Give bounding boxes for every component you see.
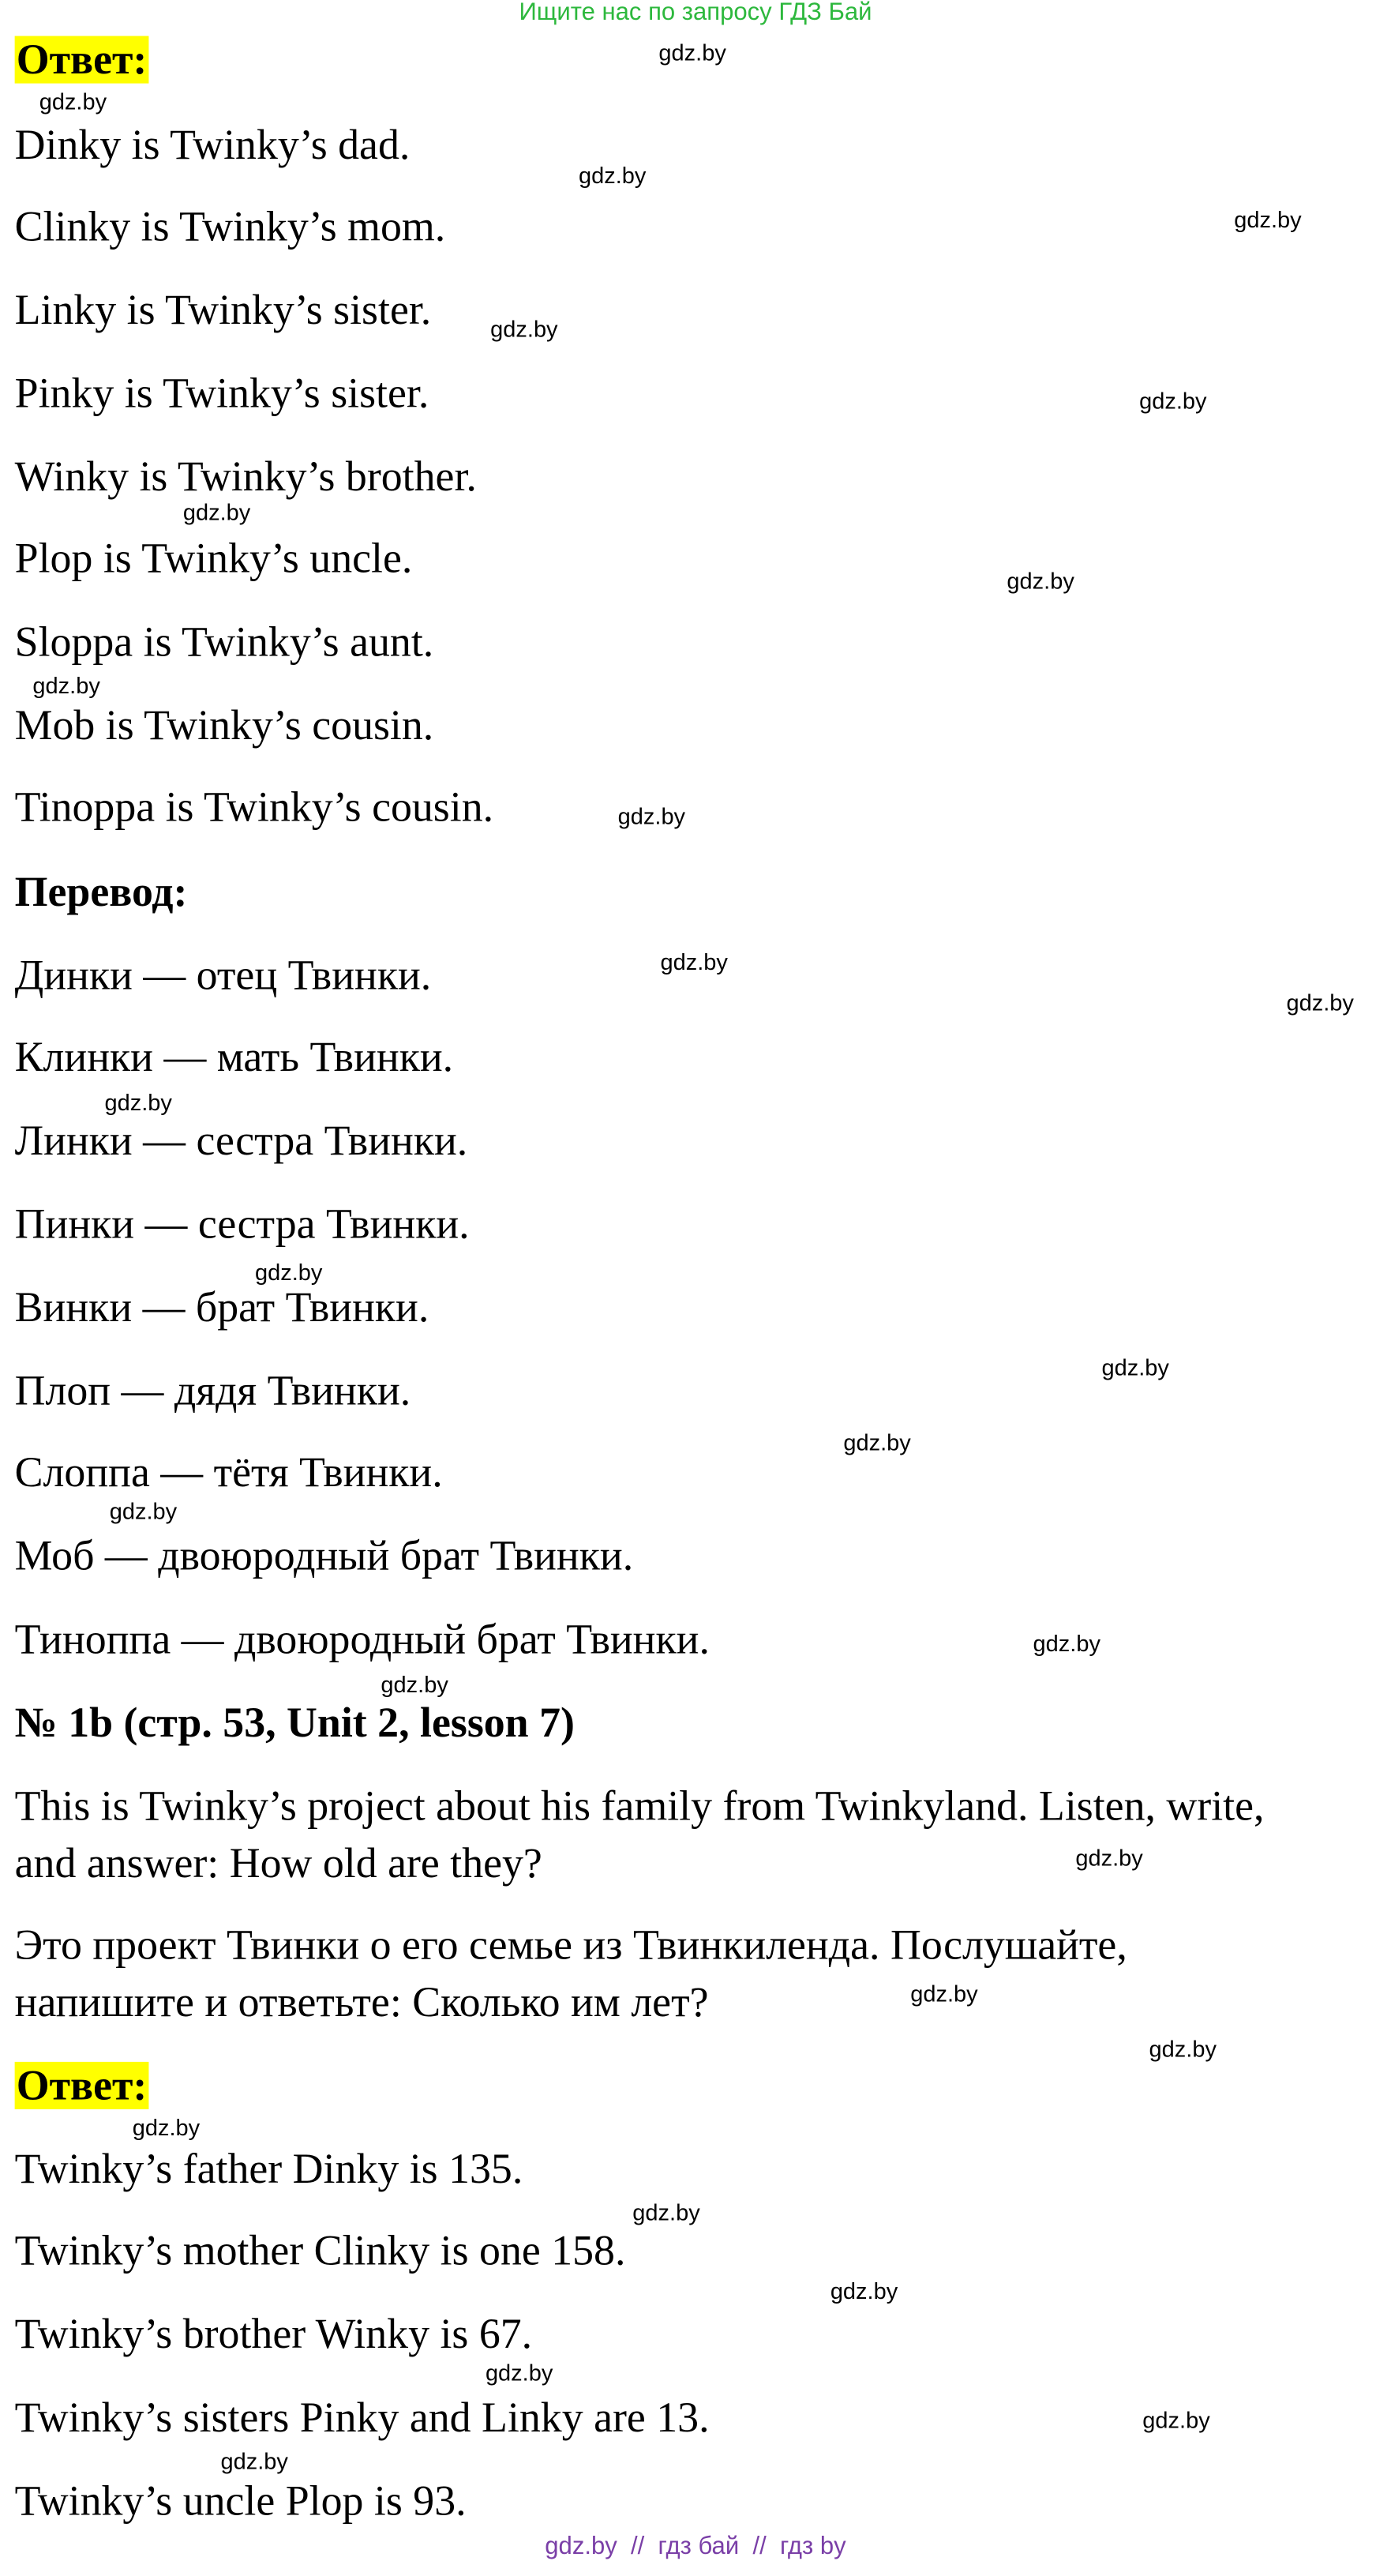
age-line: Twinky’s sisters Pinky and Linky are 13. [14, 2394, 710, 2442]
watermark: gdz.by [632, 2199, 700, 2225]
family-line: Pinky is Twinky’s sister. [14, 369, 429, 417]
family-line: Dinky is Twinky’s dad. [14, 121, 411, 169]
translation-line: Слоппа — тётя Твинки. [14, 1448, 443, 1496]
age-line: Twinky’s uncle Plop is 93. [14, 2476, 467, 2525]
translation-line: Винки — брат Твинки. [14, 1283, 429, 1331]
answer-label: Ответ: [15, 36, 149, 84]
watermark: gdz.by [1286, 989, 1354, 1016]
watermark: gdz.by [132, 2114, 201, 2141]
translation-line: Клинки — мать Твинки. [14, 1033, 454, 1081]
watermark: gdz.by [578, 161, 647, 189]
watermark: gdz.by [182, 498, 251, 525]
watermark: gdz.by [490, 315, 558, 342]
task-en-line: and answer: How old are they? [14, 1839, 542, 1887]
watermark: gdz.by [32, 671, 100, 699]
family-line: Linky is Twinky’s sister. [14, 286, 432, 334]
watermark: gdz.by [830, 2277, 898, 2304]
watermark: gdz.by [39, 88, 107, 115]
watermark: gdz.by [658, 39, 726, 66]
task-en-line: This is Twinky’s project about his family from Twinkyland. Listen, write, [14, 1782, 1265, 1830]
watermark: gdz.by [1101, 1354, 1169, 1380]
family-line: Tinoppa is Twinky’s cousin. [14, 783, 494, 831]
watermark: gdz.by [1075, 1844, 1143, 1871]
task-ru-line: напишите и ответьте: Сколько им лет? [14, 1978, 709, 2026]
translation-line: Тиноппа — двоюродный брат Твинки. [14, 1615, 710, 1663]
age-line: Twinky’s mother Clinky is one 158. [14, 2227, 626, 2275]
watermark: gdz.by [1139, 387, 1207, 414]
translation-line: Пинки — сестра Твинки. [14, 1200, 470, 1248]
translation-heading: Перевод: [14, 868, 188, 916]
translation-line: Плоп — дядя Твинки. [14, 1366, 411, 1414]
family-line: Mob is Twinky’s cousin. [14, 701, 434, 749]
watermark: gdz.by [910, 1980, 978, 2007]
watermark: gdz.by [1142, 2406, 1210, 2433]
answer-heading [15, 2062, 149, 2111]
watermark: gdz.by [1149, 2035, 1217, 2062]
translation-line: Моб — двоюродный брат Твинки. [14, 1532, 634, 1580]
family-line: Clinky is Twinky’s mom. [14, 202, 446, 250]
watermark: gdz.by [485, 2359, 553, 2386]
watermark: gdz.by [381, 1671, 448, 1698]
watermark: gdz.by [104, 1088, 172, 1116]
watermark: gdz.by [109, 1497, 178, 1524]
age-line: Twinky’s brother Winky is 67. [14, 2310, 533, 2358]
family-line: Winky is Twinky’s brother. [14, 452, 477, 501]
watermark: gdz.by [843, 1429, 911, 1455]
footer-links: gdz.by // гдз бай // гдз by [545, 2533, 846, 2561]
translation-line: Динки — отец Твинки. [14, 952, 432, 1000]
watermark: gdz.by [617, 802, 686, 829]
family-line: Sloppa is Twinky’s aunt. [14, 618, 434, 666]
exercise-title: № 1b (стр. 53, Unit 2, lesson 7) [14, 1699, 575, 1747]
watermark: gdz.by [1234, 205, 1302, 233]
answer-heading [15, 36, 149, 85]
translation-line: Линки — сестра Твинки. [14, 1117, 468, 1165]
task-ru-line: Это проект Твинки о его семье из Твинкиленда. Послушайте, [14, 1921, 1127, 1969]
search-hint-banner: Ищите нас по запросу ГДЗ Бай [519, 0, 872, 27]
watermark: gdz.by [254, 1259, 323, 1286]
watermark: gdz.by [1033, 1630, 1100, 1657]
age-line: Twinky’s father Dinky is 135. [14, 2145, 523, 2193]
watermark: gdz.by [1007, 567, 1074, 594]
family-line: Plop is Twinky’s uncle. [14, 535, 413, 583]
answer-label: Ответ: [15, 2062, 149, 2109]
watermark: gdz.by [660, 948, 728, 975]
watermark: gdz.by [220, 2447, 288, 2474]
